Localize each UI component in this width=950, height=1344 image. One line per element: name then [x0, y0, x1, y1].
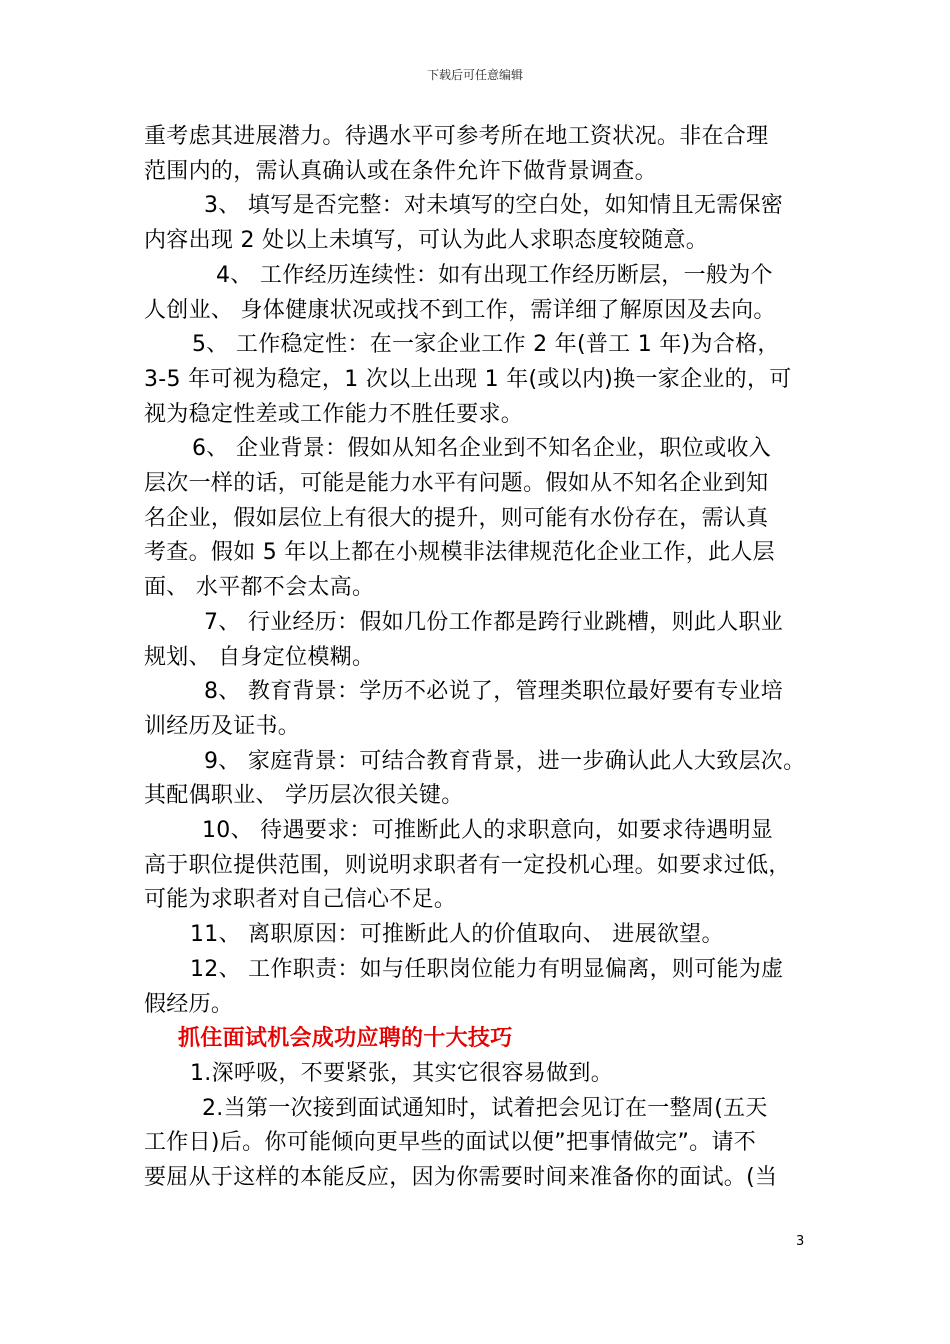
text-line: 高于职位提供范围，则说明求职者有一定投机心理。如要求过低，	[144, 852, 791, 878]
text-line: 7、 行业经历：假如几份工作都是跨行业跳槽，则此人职业	[204, 609, 784, 635]
text-line: 3-5 年可视为稳定，1 次以上出现 1 年(或以内)换一家企业的，可	[144, 366, 792, 392]
text-line: 工作日)后。你可能倾向更早些的面试以便”把事情做完”。请不	[144, 1130, 757, 1156]
text-line: 重考虑其进展潜力。待遇水平可参考所在地工资状况。非在合理	[144, 124, 769, 149]
text-line: 面、 水平都不会太高。	[144, 575, 375, 601]
text-line: 其配偶职业、 学历层次很关键。	[144, 783, 464, 809]
document-body	[144, 120, 808, 1196]
text-line: 假经历。	[144, 991, 234, 1017]
text-line: 层次一样的话，可能是能力水平有问题。假如从不知名企业到知	[144, 471, 769, 497]
section-heading: 抓住面试机会成功应聘的十大技巧	[178, 1026, 513, 1052]
text-line: 视为稳定性差或工作能力不胜任要求。	[144, 401, 524, 427]
text-line: 12、 工作职责：如与任职岗位能力有明显偏离，则可能为虚	[190, 956, 784, 982]
text-line: 11、 离职原因：可推断此人的价值取向、 进展欲望。	[190, 922, 724, 948]
page-header: 下载后可任意编辑	[426, 68, 523, 82]
text-line: 人创业、 身体健康状况或找不到工作，需详细了解原因及去向。	[144, 297, 776, 323]
text-line: 可能为求职者对自己信心不足。	[144, 887, 457, 913]
text-line: 1.深呼吸，不要紧张，其实它很容易做到。	[190, 1060, 613, 1086]
text-line: 8、 教育背景：学历不必说了，管理类职位最好要有专业培	[204, 679, 784, 705]
text-line: 9、 家庭背景：可结合教育背景，进一步确认此人大致层次。	[204, 748, 806, 774]
text-line: 要屈从于这样的本能反应，因为你需要时间来准备你的面试。(当	[144, 1165, 778, 1191]
text-line: 2.当第一次接到面试通知时，试着把会见订在一整周(五天	[202, 1095, 768, 1121]
text-line: 4、 工作经历连续性：如有出现工作经历断层，一般为个	[216, 262, 773, 288]
page-number: 3	[796, 1234, 805, 1249]
text-line: 规划、 自身定位模糊。	[144, 644, 375, 670]
text-line: 3、 填写是否完整：对未填写的空白处，如知情且无需保密	[204, 193, 784, 219]
text-line: 考查。假如 5 年以上都在小规模非法律规范化企业工作，此人层	[144, 540, 775, 566]
text-line: 范围内的，需认真确认或在条件允许下做背景调查。	[144, 158, 657, 184]
text-line: 内容出现 2 处以上未填写，可认为此人求职态度较随意。	[144, 228, 709, 254]
text-line: 训经历及证书。	[144, 713, 301, 739]
text-line: 5、 工作稳定性：在一家企业工作 2 年(普工 1 年)为合格，	[192, 332, 780, 358]
text-line: 10、 待遇要求：可推断此人的求职意向，如要求待遇明显	[202, 818, 774, 844]
text-line: 名企业，假如层位上有很大的提升，则可能有水份存在，需认真	[144, 505, 769, 531]
text-line: 6、 企业背景：假如从知名企业到不知名企业，职位或收入	[192, 436, 772, 462]
